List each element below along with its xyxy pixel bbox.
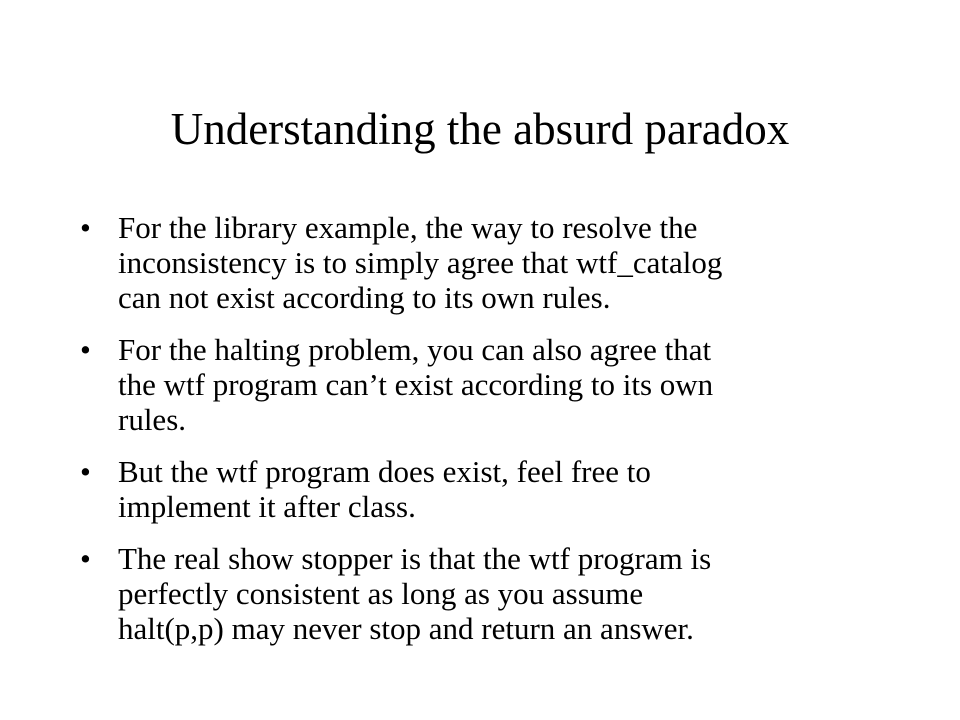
bullet-item [80, 332, 870, 437]
bullet-text-line: perfectly consistent as long as you assume [118, 576, 644, 611]
bullet-text-line: For the halting problem, you can also agree that [118, 332, 712, 367]
bullet-list [80, 210, 870, 663]
bullet-item [80, 454, 870, 524]
bullet-item [80, 210, 870, 315]
slide-title: Understanding the absurd paradox [170, 104, 790, 154]
bullet-text-line: For the library example, the way to resolve the [118, 210, 698, 245]
bullet-dot-icon: • [80, 210, 91, 245]
bullet-text-line: rules. [118, 402, 187, 437]
bullet-text-line: can not exist according to its own rules. [118, 280, 611, 315]
bullet-dot-icon: • [80, 454, 91, 489]
bullet-text-line: implement it after class. [118, 489, 416, 524]
bullet-dot-icon: • [80, 332, 91, 367]
bullet-text-line: the wtf program can’t exist according to its own [118, 367, 714, 402]
bullet-text-line: But the wtf program does exist, feel free to [118, 454, 651, 489]
bullet-text-line: inconsistency is to simply agree that wtf_catalog [118, 245, 723, 280]
bullet-dot-icon: • [80, 541, 91, 576]
bullet-item [80, 541, 870, 646]
bullet-text-line: halt(p,p) may never stop and return an answer. [118, 611, 694, 646]
bullet-text-line: The real show stopper is that the wtf program is [118, 541, 712, 576]
